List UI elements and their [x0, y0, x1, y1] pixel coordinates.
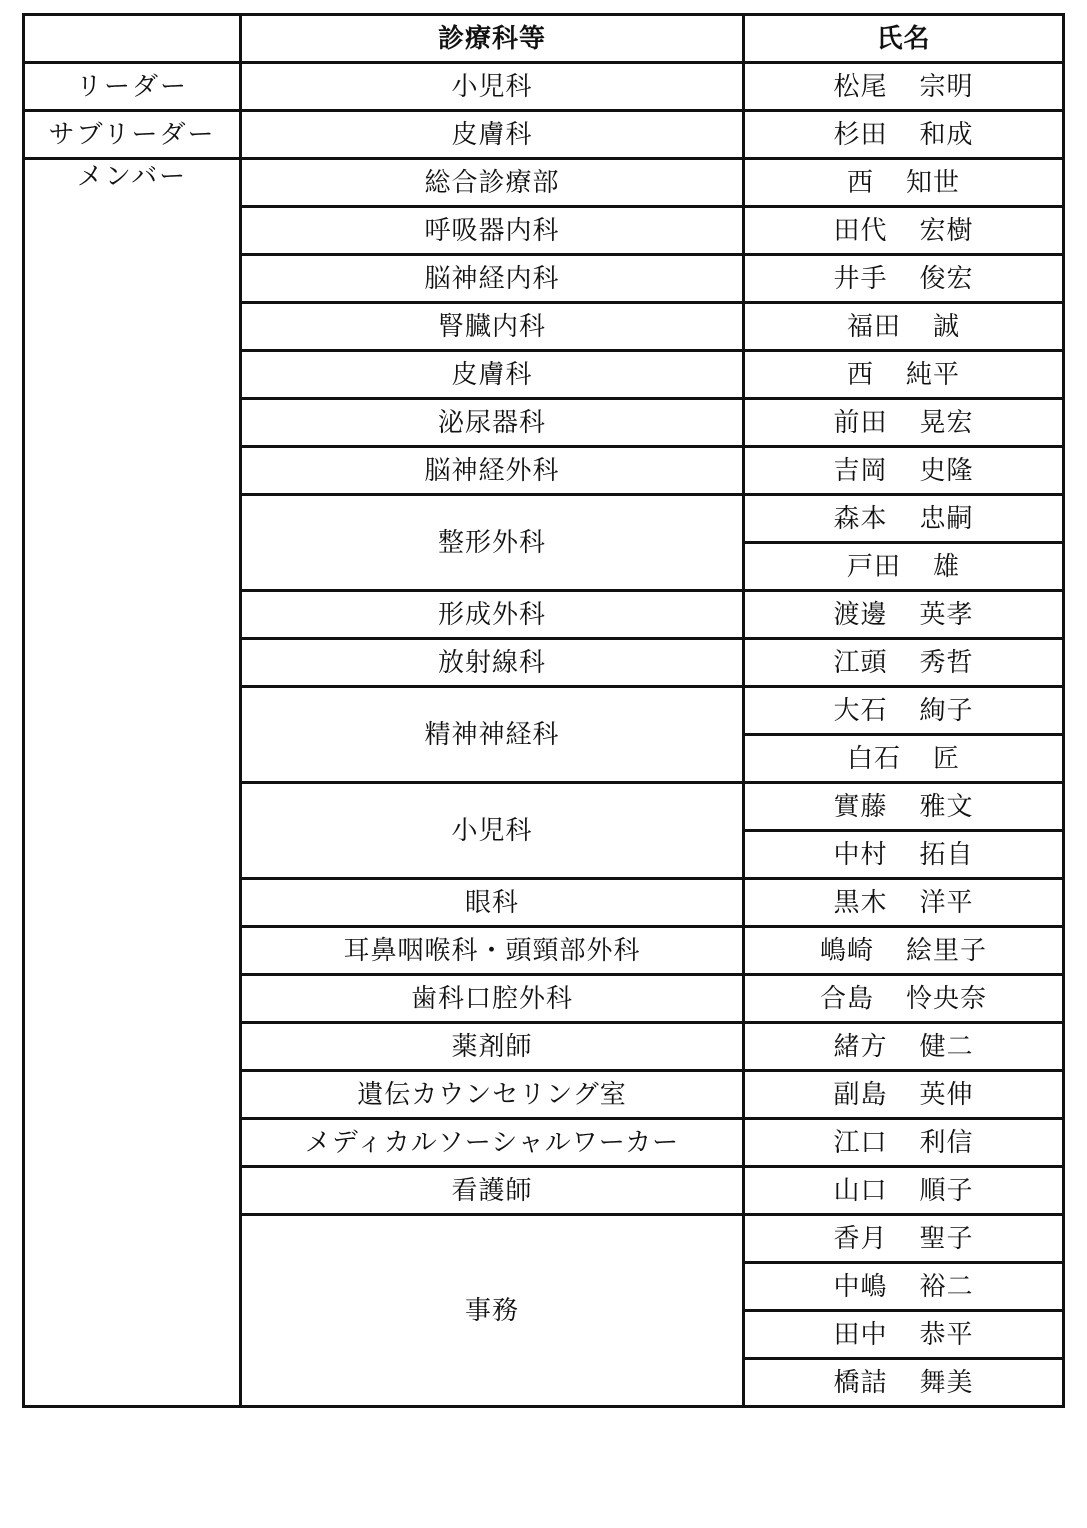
family-name: 江口: [833, 1127, 888, 1158]
department-cell: メディカルソーシャルワーカー: [241, 1119, 744, 1167]
family-name: 田代: [833, 215, 888, 246]
family-name: 嶋崎: [819, 935, 874, 966]
given-name: 誠: [933, 311, 961, 342]
given-name: 宗明: [919, 71, 974, 102]
member-name-cell: [744, 1167, 1064, 1215]
member-name-cell: [744, 927, 1064, 975]
department-cell: 脳神経外科: [241, 447, 744, 495]
given-name: 秀哲: [919, 647, 974, 678]
department-cell: 皮膚科: [241, 351, 744, 399]
department-cell: 整形外科: [241, 495, 744, 591]
department-cell: 小児科: [241, 783, 744, 879]
member-name-cell: [744, 783, 1064, 831]
department-cell: 呼吸器内科: [241, 207, 744, 255]
family-name: 黒木: [833, 887, 888, 918]
family-name: 緒方: [833, 1031, 888, 1062]
given-name: 拓自: [919, 839, 974, 870]
family-name: 渡邊: [833, 599, 888, 630]
given-name: 知世: [906, 167, 961, 198]
family-name: 山口: [833, 1175, 888, 1206]
family-name: 西: [846, 167, 874, 198]
department-cell: 事務: [241, 1215, 744, 1407]
given-name: 利信: [919, 1127, 974, 1158]
member-name-cell: [744, 543, 1064, 591]
department-cell: 脳神経内科: [241, 255, 744, 303]
given-name: 英孝: [919, 599, 974, 630]
given-name: 純平: [906, 359, 961, 390]
department-cell: 泌尿器科: [241, 399, 744, 447]
given-name: 怜央奈: [906, 983, 988, 1014]
header-role-cell: [24, 15, 241, 63]
department-cell: 遺伝カウンセリング室: [241, 1071, 744, 1119]
department-cell: 形成外科: [241, 591, 744, 639]
table-row: [24, 111, 1064, 159]
family-name: 香月: [833, 1223, 888, 1254]
family-name: 大石: [833, 695, 888, 726]
given-name: 匠: [933, 743, 961, 774]
member-name-cell: [744, 1263, 1064, 1311]
department-cell: 薬剤師: [241, 1023, 744, 1071]
given-name: 雄: [933, 551, 961, 582]
member-name-cell: [744, 879, 1064, 927]
given-name: 舞美: [919, 1367, 974, 1398]
given-name: 俊宏: [919, 263, 974, 294]
member-name-cell: [744, 495, 1064, 543]
member-name-cell: [744, 1071, 1064, 1119]
member-name-cell: [744, 687, 1064, 735]
department-cell: 放射線科: [241, 639, 744, 687]
member-name-cell: [744, 1023, 1064, 1071]
given-name: 史隆: [919, 455, 974, 486]
given-name: 宏樹: [919, 215, 974, 246]
role-label: サブリーダー: [48, 119, 216, 150]
member-name-cell: [744, 1359, 1064, 1407]
department-cell: 看護師: [241, 1167, 744, 1215]
member-name-cell: [744, 159, 1064, 207]
department-cell: 歯科口腔外科: [241, 975, 744, 1023]
member-name-cell: [744, 111, 1064, 159]
given-name: 和成: [919, 119, 974, 150]
member-name-cell: [744, 975, 1064, 1023]
given-name: 順子: [919, 1175, 974, 1206]
header-name-cell: 氏名: [744, 15, 1064, 63]
member-name-cell: [744, 591, 1064, 639]
department-cell: 皮膚科: [241, 111, 744, 159]
member-name-cell: [744, 399, 1064, 447]
family-name: 松尾: [833, 71, 888, 102]
family-name: 福田: [846, 311, 901, 342]
member-name-cell: [744, 351, 1064, 399]
given-name: 洋平: [919, 887, 974, 918]
given-name: 健二: [919, 1031, 974, 1062]
member-name-cell: [744, 831, 1064, 879]
role-label: メンバー: [76, 162, 188, 192]
member-name-cell: [744, 447, 1064, 495]
family-name: 戸田: [846, 551, 901, 582]
family-name: 中村: [833, 839, 888, 870]
family-name: 白石: [846, 743, 901, 774]
family-name: 副島: [833, 1079, 888, 1110]
member-name-cell: [744, 639, 1064, 687]
family-name: 杉田: [833, 119, 888, 150]
role-cell: [24, 159, 241, 1407]
family-name: 中嶋: [833, 1271, 888, 1302]
given-name: 恭平: [919, 1319, 974, 1350]
given-name: 絵里子: [906, 935, 988, 966]
given-name: 忠嗣: [919, 503, 974, 534]
given-name: 晃宏: [919, 407, 974, 438]
department-cell: 腎臓内科: [241, 303, 744, 351]
header-row: [24, 15, 1064, 63]
header-department-cell: 診療科等: [241, 15, 744, 63]
given-name: 英伸: [919, 1079, 974, 1110]
family-name: 實藤: [833, 791, 888, 822]
family-name: 前田: [833, 407, 888, 438]
family-name: 森本: [833, 503, 888, 534]
family-name: 田中: [833, 1319, 888, 1350]
family-name: 吉岡: [833, 455, 888, 486]
table-row: [24, 63, 1064, 111]
given-name: 裕二: [919, 1271, 974, 1302]
department-cell: 耳鼻咽喉科・頭頸部外科: [241, 927, 744, 975]
role-cell: [24, 111, 241, 159]
family-name: 西: [846, 359, 874, 390]
family-name: 井手: [833, 263, 888, 294]
member-name-cell: [744, 63, 1064, 111]
department-cell: 眼科: [241, 879, 744, 927]
given-name: 雅文: [919, 791, 974, 822]
family-name: 合島: [819, 983, 874, 1014]
department-cell: 総合診療部: [241, 159, 744, 207]
member-name-cell: [744, 207, 1064, 255]
family-name: 橋詰: [833, 1367, 888, 1398]
department-cell: 小児科: [241, 63, 744, 111]
table-row: [24, 159, 1064, 207]
member-name-cell: [744, 735, 1064, 783]
member-name-cell: [744, 255, 1064, 303]
given-name: 絢子: [919, 695, 974, 726]
member-name-cell: [744, 1119, 1064, 1167]
role-label: リーダー: [75, 71, 188, 102]
team-roster-table: [22, 13, 1065, 1408]
department-cell: 精神神経科: [241, 687, 744, 783]
given-name: 聖子: [919, 1223, 974, 1254]
member-name-cell: [744, 1311, 1064, 1359]
role-cell: [24, 63, 241, 111]
member-name-cell: [744, 1215, 1064, 1263]
family-name: 江頭: [833, 647, 888, 678]
member-name-cell: [744, 303, 1064, 351]
roster-body: [24, 63, 1064, 1407]
